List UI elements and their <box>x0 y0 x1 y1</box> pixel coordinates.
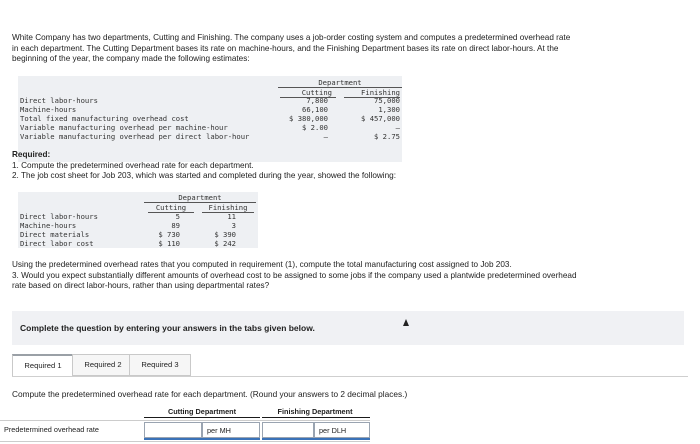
tab-required-3[interactable]: Required 3 <box>129 354 191 376</box>
banner-text: Complete the question by entering your answers in the tabs given below. <box>20 323 315 333</box>
required-item-2: 2. The job cost sheet for Job 203, which was started and completed during the year, showed the following: <box>12 171 396 180</box>
instruction-banner <box>12 311 684 345</box>
finishing-input-underline <box>262 438 370 440</box>
estimates-col-finishing: Finishing <box>361 88 400 97</box>
job-dept-header: Department <box>144 194 256 203</box>
tab-required-2[interactable]: Required 2 <box>72 354 134 376</box>
instruction-text: Compute the predetermined overhead rate for each department. (Round your answers to 2 decimal places.) <box>12 389 408 399</box>
followup-item-3: 3. Would you expect substantially different amounts of overhead cost to be assigned to some jobs if the company used a plantwide predetermined overhead rate based on direct labor-hours, rather than using departmental rates? <box>12 270 577 290</box>
job-cell-cutting: $ 110 <box>158 239 180 248</box>
estimates-cell-cutting: – <box>323 132 328 141</box>
finishing-rate-input[interactable] <box>262 422 314 438</box>
estimates-cell-finishing: 75,000 <box>374 96 400 105</box>
job-row-label: Direct labor-hours <box>20 212 98 221</box>
job-cell-finishing: $ 242 <box>214 239 236 248</box>
cutting-input-underline <box>144 438 260 440</box>
estimates-cell-cutting: $ 2.00 <box>302 123 328 132</box>
job-cell-cutting: 89 <box>171 221 180 230</box>
estimates-cell-cutting: $ 380,000 <box>289 114 328 123</box>
tab-required-1[interactable]: Required 1 <box>12 354 74 377</box>
estimates-cell-finishing: 1,300 <box>378 105 400 114</box>
job-row-label: Direct materials <box>20 230 90 239</box>
estimates-dept-header: Department <box>278 78 402 88</box>
answer-col-cutting: Cutting Department <box>167 407 237 416</box>
estimates-cell-finishing: $ 457,000 <box>361 114 400 123</box>
estimates-row-label: Variable manufacturing overhead per machine-hour <box>20 123 228 132</box>
problem-intro: White Company has two departments, Cutting and Finishing. The company uses a job-order costing system and computes a predetermined overhead rate in each department. The Cutting Department bases its rate on machine-hours, and the Finishing Department bases its rate on direct labor-hours. At the beginning of the year, the company made the following estimates: <box>12 33 571 63</box>
job-row-label: Direct labor cost <box>20 239 94 248</box>
estimates-cell-cutting: 7,800 <box>306 96 328 105</box>
job-cell-finishing: 3 <box>231 221 236 230</box>
job-cell-finishing: $ 390 <box>214 230 236 239</box>
job-cell-cutting: 5 <box>175 212 180 221</box>
followup-item-2: Using the predetermined overhead rates that you computed in requirement (1), compute the total manufacturing cost assigned to Job 203. <box>12 260 512 269</box>
estimates-cell-finishing: – <box>395 123 400 132</box>
tab-divider <box>12 376 688 377</box>
finishing-unit-label: per DLH <box>314 422 370 438</box>
estimates-col-cutting: Cutting <box>301 88 332 97</box>
estimates-cell-finishing: $ 2.75 <box>374 132 400 141</box>
job-col-finishing: Finishing <box>208 203 248 212</box>
job-cell-finishing: 11 <box>227 212 236 221</box>
answer-col-finishing: Finishing Department <box>277 407 353 416</box>
followup-text <box>12 260 592 292</box>
job-table <box>18 192 258 248</box>
job-row-label: Machine-hours <box>20 221 77 230</box>
required-section <box>12 150 572 182</box>
required-item-1: 1. Compute the predetermined overhead rate for each department. <box>12 160 254 170</box>
answer-row-label: Predetermined overhead rate <box>4 425 99 434</box>
estimates-row-label: Direct labor-hours <box>20 96 98 105</box>
estimates-row-label: Machine-hours <box>20 105 77 114</box>
required-heading: Required: <box>12 150 51 159</box>
cutting-unit-label: per MH <box>202 422 260 438</box>
cutting-rate-input[interactable] <box>144 422 202 438</box>
job-cell-cutting: $ 730 <box>158 230 180 239</box>
estimates-row-label: Total fixed manufacturing overhead cost <box>20 114 189 123</box>
mouse-cursor-icon <box>403 319 409 326</box>
estimates-cell-cutting: 66,100 <box>302 105 328 114</box>
estimates-row-label: Variable manufacturing overhead per direct labor-hour <box>20 132 250 141</box>
answer-table <box>0 404 700 444</box>
job-col-cutting: Cutting <box>155 203 187 212</box>
